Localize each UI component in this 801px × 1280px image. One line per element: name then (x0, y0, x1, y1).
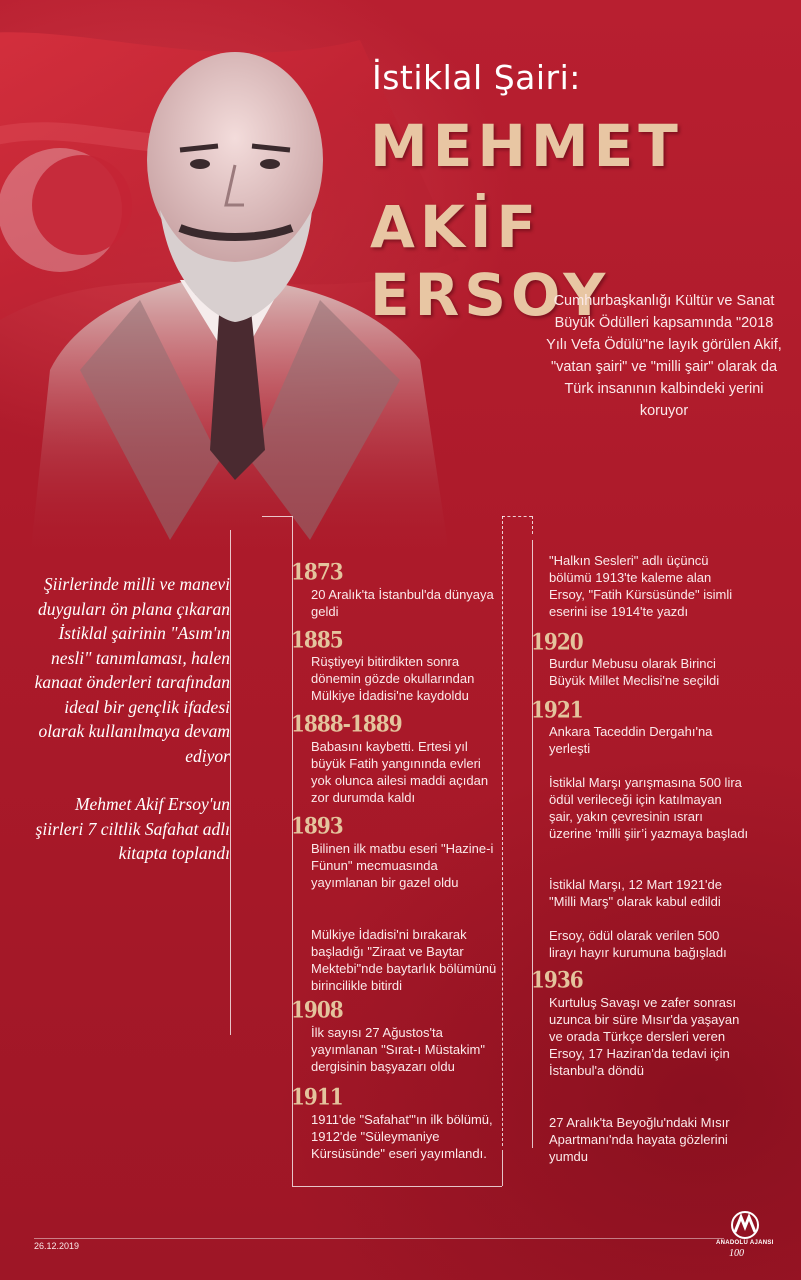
timeline-bottom-up-line (502, 1150, 503, 1186)
quote-asim-nesli: Şiirlerinde milli ve manevi duyguları ön plana çıkaran İstiklal şairinin "Asım'ın nesli" tanımlaması, halen kanaat önderleri tarafından ideal bir gençlik ifadesi olarak kullanılmaya devam ediyor (34, 574, 230, 766)
year-1873: 1873 (291, 558, 343, 585)
year-1920: 1920 (531, 628, 583, 655)
title-subtitle: İstiklal Şairi: (372, 58, 581, 97)
entry-1888-1889: Babasını kaybetti. Ertesi yıl büyük Fatih yangınında evleri yok olunca ailesi maddi açıdan zor durumda kaldı (311, 739, 489, 805)
entry-1873: 20 Aralık'ta İstanbul'da dünyaya geldi (311, 587, 494, 619)
timeline-bottom-connector (292, 1186, 502, 1187)
quote-safahat: Mehmet Akif Ersoy'un şiirleri 7 ciltlik Safahat adlı kitapta toplandı (35, 794, 230, 863)
left-divider-line (230, 530, 231, 1035)
title-name-line1: MEHMET (370, 112, 683, 180)
year-1908: 1908 (291, 996, 343, 1023)
intro-text: Cumhurbaşkanlığı Kültür ve Sanat Büyük Ödülleri kapsamında "2018 Yılı Vefa Ödülü"ne layık görülen Akif, "vatan şairi" ve "milli şair" olarak da Türk insanının kalbindeki yerini koruyor (546, 293, 782, 419)
entry-1908: İlk sayısı 27 Ağustos'ta yayımlanan "Sırat-ı Müstakim" dergisinin başyazarı oldu (311, 1025, 485, 1074)
footer-date: 26.12.2019 (34, 1241, 80, 1251)
year-1888-1889: 1888-1889 (291, 710, 402, 737)
logo-100-years: 100 (729, 1248, 744, 1259)
year-1936: 1936 (531, 966, 583, 993)
year-1893: 1893 (291, 812, 343, 839)
year-1921: 1921 (531, 696, 583, 723)
entry-1911: 1911'de "Safahat"'ın ilk bölümü, 1912'de "Süleymaniye Kürsüsünde" eseri yayımlandı. (311, 1112, 493, 1161)
entry-1913-1914: "Halkın Sesleri" adlı üçüncü bölümü 1913'te kaleme alan Ersoy, "Fatih Kürsüsünde" isimli eserini ise 1914'te yazdı (549, 553, 733, 619)
entry-1893-a: Bilinen ilk matbu eseri "Hazine-i Fünun" mecmuasında yayımlanan bir gazel oldu (311, 841, 494, 890)
entry-1936-b: 27 Aralık'ta Beyoğlu'ndaki Mısır Apartmanı'nda hayata gözlerini yumdu (549, 1115, 730, 1164)
footer-divider (34, 1238, 724, 1239)
title-name-line2: AKİF ERSOY (370, 193, 611, 329)
entry-1921-d: Ersoy, ödül olarak verilen 500 lirayı hayır kurumuna bağışladı (549, 928, 727, 960)
timeline-dashed-top (502, 516, 532, 517)
entry-1920: Burdur Mebusu olarak Birinci Büyük Millet Meclisi'ne seçildi (549, 656, 720, 688)
timeline-dashed-mid (502, 516, 503, 1146)
timeline-dashed-right-down (532, 516, 533, 534)
logo-text: ANADOLU AJANSI (716, 1240, 774, 1246)
entry-1921-b: İstiklal Marşı yarışmasına 500 lira ödül verileceği için katılmayan şair, yakın çevresinin ısrarı üzerine ‘milli şiir’i yazmaya başladı (549, 775, 749, 841)
entry-1936-a: Kurtuluş Savaşı ve zafer sonrası uzunca bir süre Mısır'da yaşayan ve orada Türkçe dersleri veren Ersoy, 17 Haziran'da tedavi için İstanbul'a döndü (549, 995, 740, 1078)
timeline-mid-top-hook (262, 516, 292, 517)
entry-1921-c: İstiklal Marşı, 12 Mart 1921'de "Milli Marş" olarak kabul edildi (549, 877, 722, 909)
entry-1885: Rüştiyeyi bitirdikten sonra dönemin gözde okullarından Mülkiye İdadisi'ne kaydoldu (311, 654, 475, 703)
entry-1921-a: Ankara Taceddin Dergahı'na yerleşti (549, 724, 713, 756)
entry-1893-b: Mülkiye İdadisi'ni bırakarak başladığı "Ziraat ve Baytar Mektebi"nde baytarlık bölümünü birincilikle bitirdi (311, 927, 497, 993)
year-1885: 1885 (291, 626, 343, 653)
left-quotes (30, 572, 230, 890)
year-1911: 1911 (291, 1083, 343, 1110)
